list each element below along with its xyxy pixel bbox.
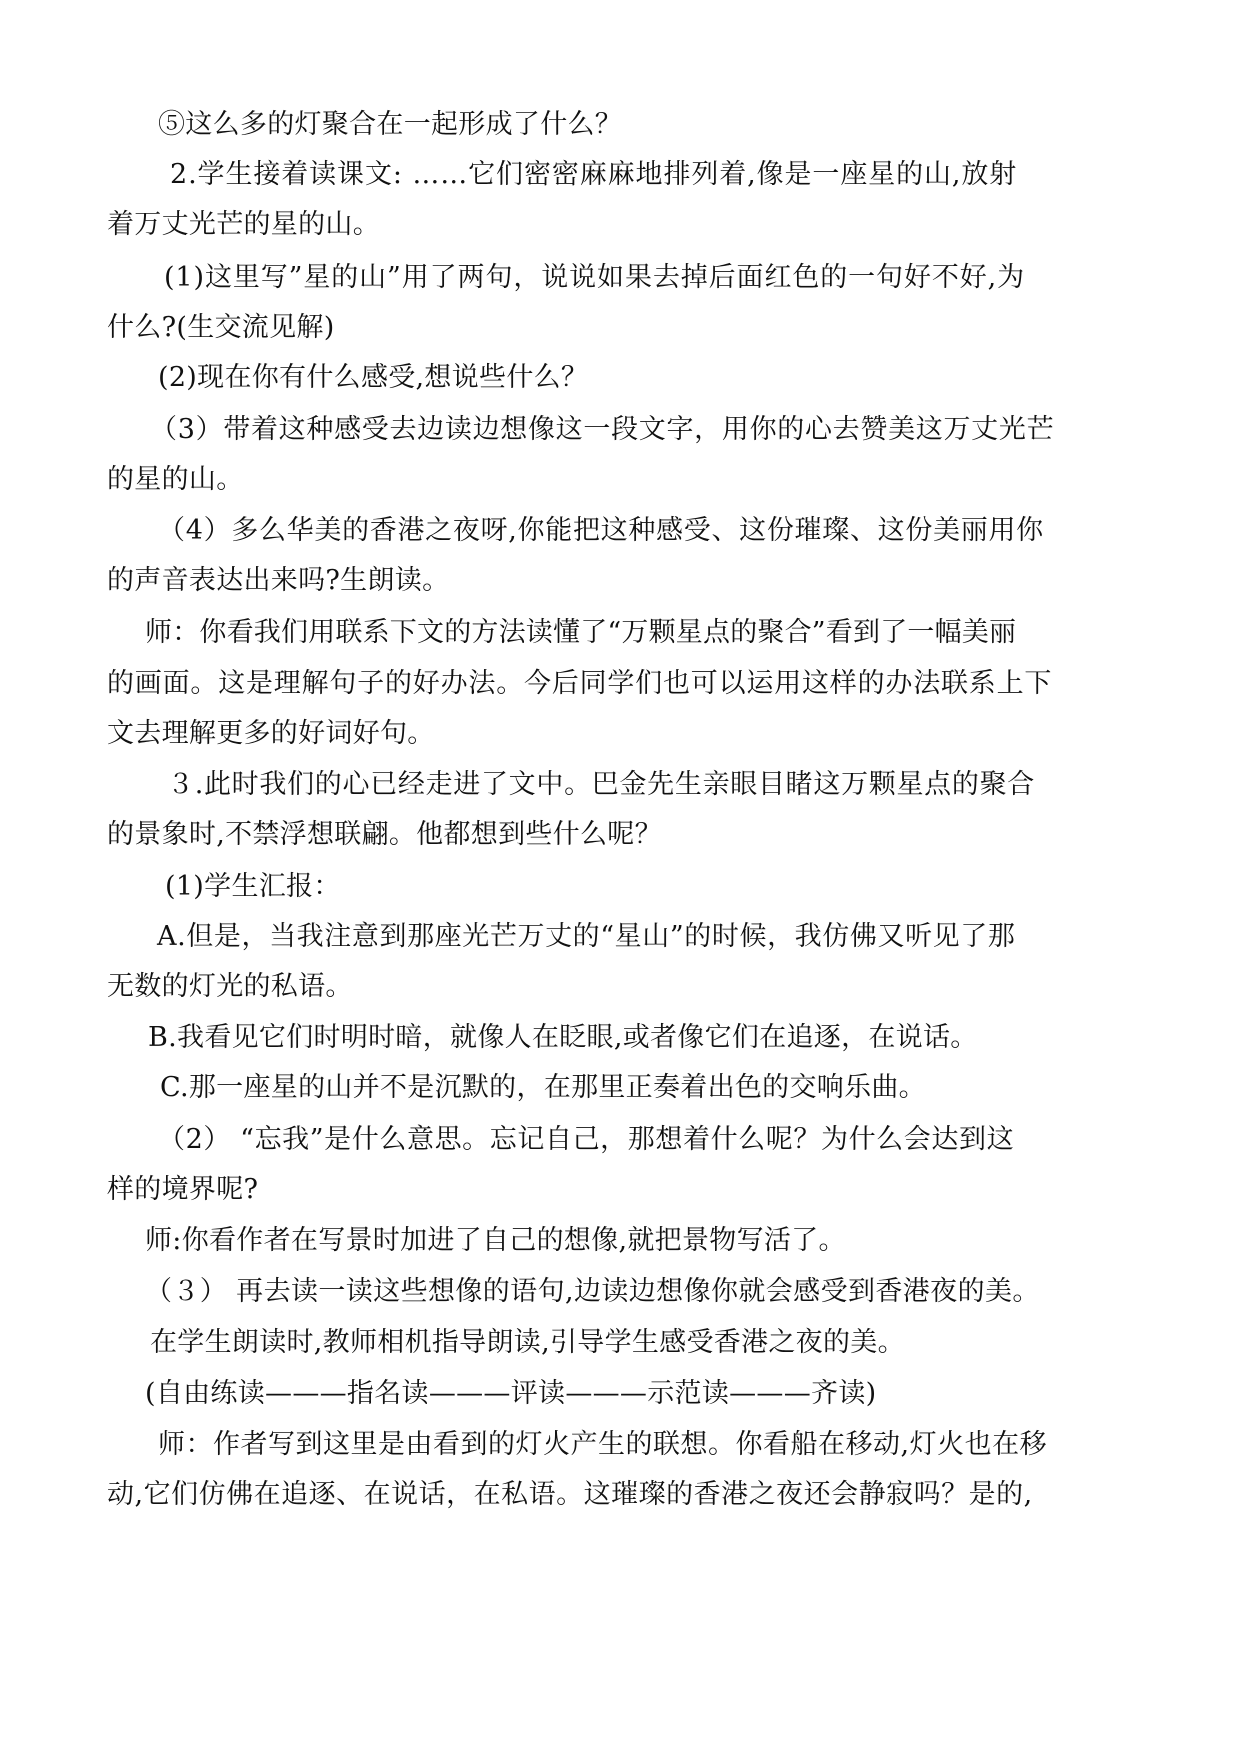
text-line: (1)这里写”星的山”用了两句，说说如果去掉后面红色的一句好不好,为 bbox=[164, 262, 1026, 293]
text-line: 的画面。这是理解句子的好办法。今后同学们也可以运用这样的办法联系上下 bbox=[107, 668, 1053, 699]
text-line: (自由练读———指名读———评读———示范读———齐读) bbox=[145, 1378, 877, 1409]
text-line: 的景象时,不禁浮想联翩。他都想到些什么呢？ bbox=[107, 819, 662, 850]
text-line: 在学生朗读时,教师相机指导朗读,引导学生感受香港之夜的美。 bbox=[150, 1327, 905, 1358]
text-line: (1)学生汇报： bbox=[165, 871, 341, 902]
text-line: 文去理解更多的好词好句。 bbox=[107, 718, 435, 749]
text-line: 什么?(生交流见解) bbox=[107, 312, 335, 343]
text-line: （2） “忘我”是什么意思。忘记自己，那想着什么呢？为什么会达到这 bbox=[158, 1124, 1015, 1155]
text-line: 2.学生接着读课文: ……它们密密麻麻地排列着,像是一座星的山,放射 bbox=[170, 159, 1018, 190]
text-line: 的星的山。 bbox=[107, 464, 244, 495]
text-line: 师:你看作者在写景时加进了自己的想像,就把景物写活了。 bbox=[145, 1225, 846, 1256]
text-line: 的声音表达出来吗?生朗读。 bbox=[107, 565, 450, 596]
text-line: 着万丈光芒的星的山。 bbox=[107, 209, 380, 240]
text-line: (2)现在你有什么感受,想说些什么？ bbox=[158, 362, 589, 393]
text-line: 样的境界呢? bbox=[107, 1174, 259, 1205]
text-line: （３） 再去读一读这些想像的语句,边读边想像你就会感受到香港夜的美。 bbox=[145, 1276, 1040, 1307]
text-line: ⑤这么多的灯聚合在一起形成了什么？ bbox=[158, 109, 623, 140]
text-line: C.那一座星的山并不是沉默的，在那里正奏着出色的交响乐曲。 bbox=[160, 1072, 926, 1103]
text-line: ３.此时我们的心已经走进了文中。巴金先生亲眼目睹这万颗星点的聚合 bbox=[167, 769, 1035, 800]
text-line: A.但是，当我注意到那座光芒万丈的“星山”的时候，我仿佛又听见了那 bbox=[157, 921, 1016, 952]
text-line: B.我看见它们时明时暗，就像人在眨眼,或者像它们在追逐，在说话。 bbox=[148, 1022, 978, 1053]
text-line: （3）带着这种感受去边读边想像这一段文字，用你的心去赞美这万丈光芒 bbox=[150, 414, 1055, 445]
text-line: （4）多么华美的香港之夜呀,你能把这种感受、这份璀璨、这份美丽用你 bbox=[158, 515, 1044, 546]
text-line: 师：作者写到这里是由看到的灯火产生的联想。你看船在移动,灯火也在移 bbox=[158, 1429, 1048, 1460]
text-line: 动,它们仿佛在追逐、在说话，在私语。这璀璨的香港之夜还会静寂吗？是的, bbox=[107, 1479, 1033, 1510]
text-line: 无数的灯光的私语。 bbox=[107, 971, 353, 1002]
text-line: 师：你看我们用联系下文的方法读懂了“万颗星点的聚合”看到了一幅美丽 bbox=[145, 617, 1017, 648]
